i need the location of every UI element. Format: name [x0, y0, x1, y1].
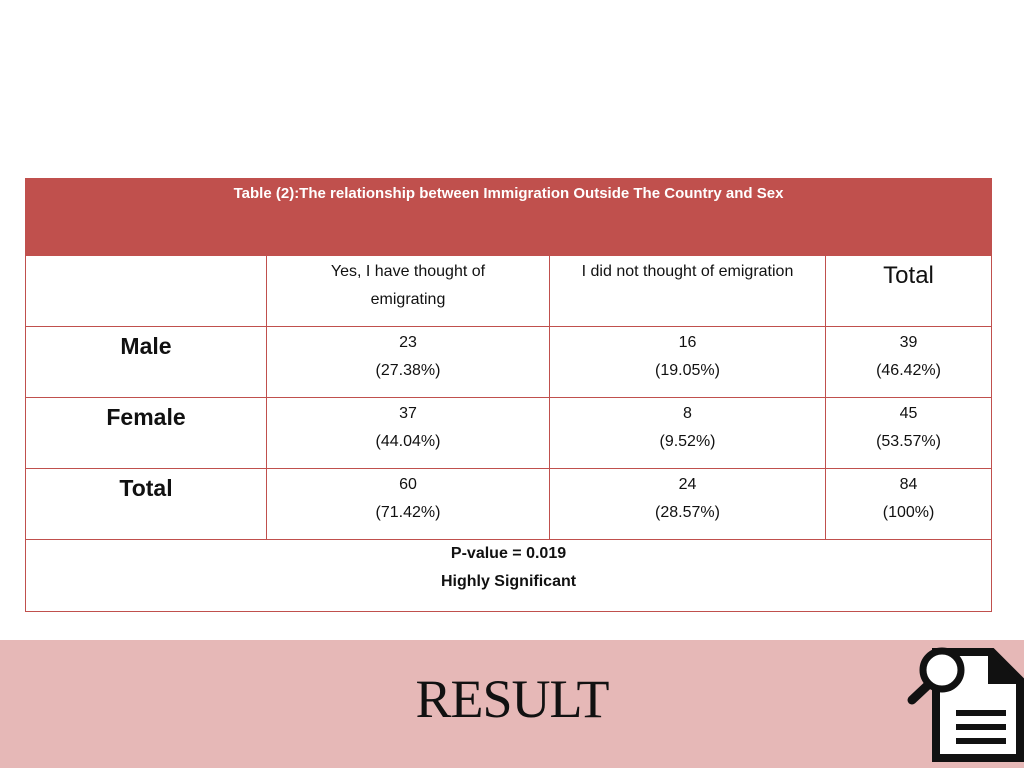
row-label-female: Female [26, 398, 267, 469]
table-cell [826, 398, 992, 469]
results-table [25, 178, 992, 612]
cell-count: 60 [399, 476, 417, 493]
cell-count: 39 [899, 334, 918, 351]
cell-percent: (28.57%) [655, 504, 720, 521]
header-no-label: I did not thought of emigration [581, 263, 794, 280]
table-title-row [26, 179, 992, 256]
header-total-cell [826, 256, 992, 327]
pvalue-cell [26, 540, 992, 612]
table-cell [826, 327, 992, 398]
table-header-row [26, 256, 992, 327]
table-title: Table (2):The relationship between Immigration Outside The Country and Sex [233, 185, 784, 202]
pvalue-row [26, 540, 992, 612]
cell-percent: (53.57%) [876, 433, 941, 450]
search-document-icon [906, 640, 1024, 768]
row-label-total: Total [26, 469, 267, 540]
cell-count: 45 [899, 405, 918, 422]
significance-text: Highly Significant [440, 573, 577, 590]
table-cell [550, 327, 826, 398]
cell-percent: (9.52%) [659, 433, 716, 450]
header-yes-cell [267, 256, 550, 327]
footer-title: RESULT [415, 669, 609, 729]
header-yes-line2: emigrating [370, 291, 446, 308]
table-row [26, 398, 992, 469]
table-row [26, 327, 992, 398]
table-title-cell [26, 179, 992, 256]
cell-count: 23 [399, 334, 417, 351]
cell-percent: (46.42%) [876, 362, 941, 379]
row-label-male: Male [26, 327, 267, 398]
header-empty-cell [26, 256, 267, 327]
header-no-cell [550, 256, 826, 327]
table-cell [267, 398, 550, 469]
table-cell [267, 469, 550, 540]
header-total-label: Total [883, 262, 934, 289]
table-cell [550, 398, 826, 469]
cell-percent: (27.38%) [375, 362, 441, 379]
pvalue-text: P-value = 0.019 [450, 545, 567, 562]
cell-count: 37 [399, 405, 417, 422]
table-cell [550, 469, 826, 540]
cell-count: 24 [678, 476, 697, 493]
cell-count: 8 [683, 405, 692, 422]
cell-percent: (100%) [882, 504, 935, 521]
cell-count: 84 [899, 476, 918, 493]
table-cell [826, 469, 992, 540]
cell-percent: (19.05%) [655, 362, 720, 379]
table-row [26, 469, 992, 540]
table-cell [267, 327, 550, 398]
header-yes-line1: Yes, I have thought of [330, 263, 486, 280]
cell-percent: (44.04%) [375, 433, 441, 450]
cell-percent: (71.42%) [375, 504, 441, 521]
footer-band [0, 640, 1024, 768]
cell-count: 16 [678, 334, 697, 351]
